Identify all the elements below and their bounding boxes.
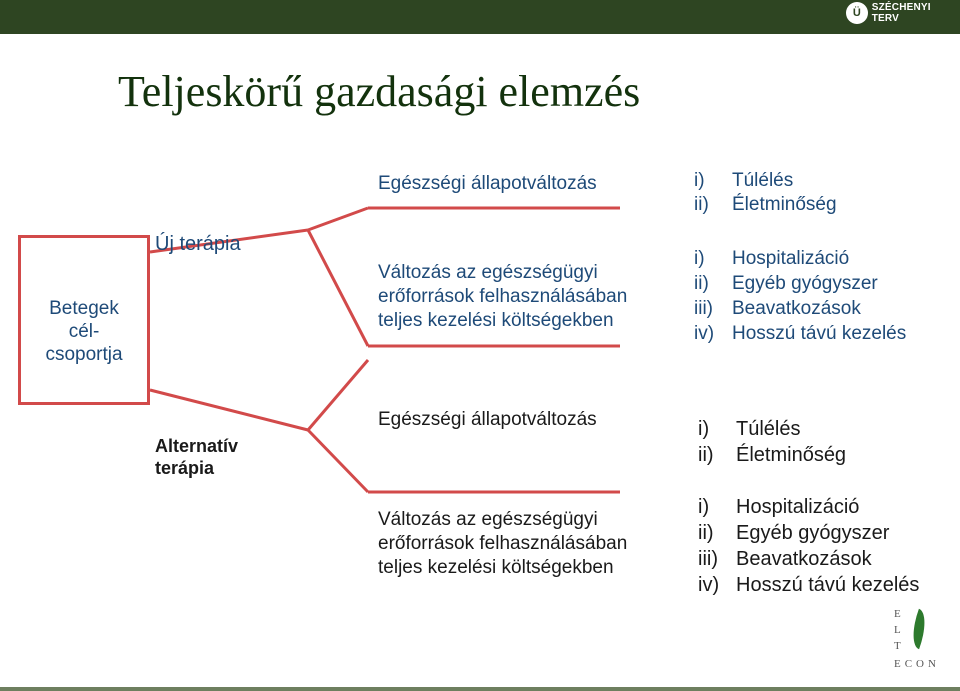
list-item: ii) Egyéb gyógyszer bbox=[698, 522, 890, 544]
list-item: ii) Életminőség bbox=[694, 194, 837, 215]
list-item: i) Túlélés bbox=[694, 170, 794, 191]
new-resource-change-label: Változás az egészségügyi erőforrások felhasználásában teljes kezelési költségekben bbox=[378, 262, 628, 331]
alt-health-change-label: Egészségi állapotváltozás bbox=[378, 409, 597, 430]
target-group-label: Betegek cél- csoportja bbox=[45, 298, 123, 365]
page-title: Teljeskörű gazdasági elemzés bbox=[118, 67, 641, 116]
new-branch-to-health bbox=[308, 208, 368, 230]
list-item: i) Hospitalizáció bbox=[698, 496, 860, 518]
list-item: iv) Hosszú távú kezelés bbox=[694, 323, 907, 344]
alt-resource-change-label: Változás az egészségügyi erőforrások felhasználásában teljes kezelési költségekben bbox=[378, 509, 628, 578]
alt-branch-to-health bbox=[308, 360, 368, 430]
szechenyi-emblem-icon: Ü bbox=[846, 2, 868, 24]
szechenyi-logo-text: SZÉCHENYI TERV bbox=[871, 2, 931, 24]
list-item: ii) Életminőség bbox=[698, 444, 847, 466]
root-connector-bottom bbox=[150, 390, 308, 430]
list-item: iii) Beavatkozások bbox=[694, 298, 861, 319]
new-therapy-label: Új terápia bbox=[155, 233, 241, 255]
elte-econ-logo: E L T ECON bbox=[894, 608, 940, 670]
list-item: i) Túlélés bbox=[698, 418, 801, 440]
list-item: iii) Beavatkozások bbox=[698, 548, 872, 570]
list-item: iv) Hosszú távú kezelés bbox=[698, 574, 920, 596]
new-health-change-label: Egészségi állapotváltozás bbox=[378, 173, 597, 194]
new-health-outcomes-list bbox=[694, 169, 837, 217]
bottom-strip bbox=[0, 687, 960, 691]
alternative-therapy-label: Alternatív terápia bbox=[155, 436, 239, 478]
alt-resource-outcomes-list bbox=[698, 494, 919, 598]
new-resource-outcomes-list bbox=[694, 246, 906, 346]
alt-branch-to-resource bbox=[308, 430, 368, 492]
alt-health-outcomes-list bbox=[698, 416, 846, 468]
new-branch-to-resource bbox=[308, 230, 368, 346]
list-item: ii) Egyéb gyógyszer bbox=[694, 273, 878, 294]
leaf-icon bbox=[906, 609, 932, 649]
list-item: i) Hospitalizáció bbox=[694, 248, 850, 269]
